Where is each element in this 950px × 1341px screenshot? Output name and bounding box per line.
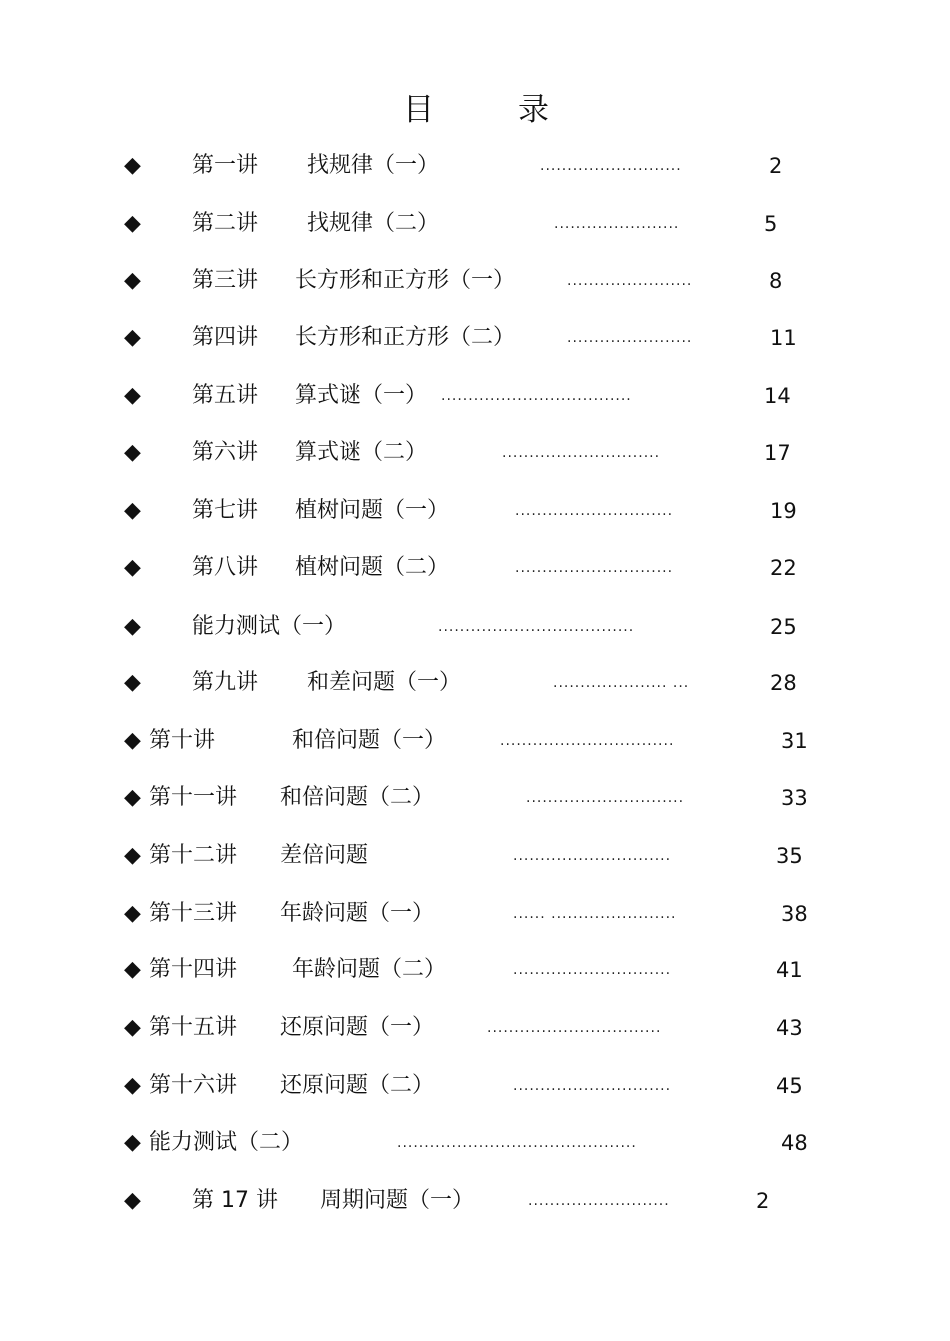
toc-chapter: 第五讲 [192,383,259,408]
toc-page-number: 31 [781,729,808,753]
toc-chapter: 第七讲 [192,498,259,523]
diamond-bullet-icon: ◆ [124,440,141,465]
toc-leader-dots: .......................... [528,1193,670,1209]
toc-chapter: 第四讲 [192,325,259,350]
toc-entry[interactable] [0,665,950,701]
toc-chapter: 第十五讲 [149,1015,238,1040]
toc-page-number: 14 [764,384,791,408]
diamond-bullet-icon: ◆ [124,901,141,926]
toc-entry[interactable] [0,1183,950,1219]
toc-topic: 算式谜（二） [295,440,428,465]
toc-topic: 植树问题（一） [295,498,450,523]
toc-entry[interactable] [0,320,950,356]
toc-entry[interactable] [0,1010,950,1046]
toc-title [0,88,950,132]
toc-entry[interactable] [0,723,950,759]
diamond-bullet-icon: ◆ [124,785,141,810]
toc-leader-dots: ............................. [502,445,661,461]
toc-entry[interactable] [0,780,950,816]
toc-topic: 长方形和正方形（一） [295,268,516,293]
toc-chapter: 第九讲 [192,670,259,695]
diamond-bullet-icon: ◆ [124,728,141,753]
diamond-bullet-icon: ◆ [124,957,141,982]
toc-topic: 找规律（一） [307,153,440,178]
toc-topic: 和倍问题（二） [280,785,435,810]
toc-page-number: 48 [781,1131,808,1155]
toc-topic: 算式谜（一） [295,383,428,408]
toc-chapter: 第十三讲 [149,901,238,926]
toc-leader-dots: ...... ....................... [513,906,677,922]
diamond-bullet-icon: ◆ [124,1015,141,1040]
diamond-bullet-icon: ◆ [124,268,141,293]
toc-page-number: 41 [776,958,803,982]
toc-chapter: 第十二讲 [149,843,238,868]
toc-page-number: 8 [769,269,783,293]
diamond-bullet-icon: ◆ [124,1130,141,1155]
toc-leader-dots: ................................ [487,1020,662,1036]
toc-chapter: 第十讲 [149,728,216,753]
toc-leader-dots: ............................. [513,1078,672,1094]
toc-entry[interactable] [0,148,950,184]
toc-topic: 植树问题（二） [295,555,450,580]
toc-leader-dots: ................................ [500,733,675,749]
toc-leader-dots: ............................. [515,560,674,576]
toc-page-number: 17 [764,441,791,465]
toc-entry[interactable] [0,1125,950,1161]
toc-chapter: 第六讲 [192,440,259,465]
toc-leader-dots: ....................... [567,330,693,346]
diamond-bullet-icon: ◆ [124,211,141,236]
toc-topic: 找规律（二） [307,211,440,236]
toc-topic: 年龄问题（二） [292,957,447,982]
toc-chapter: 第一讲 [192,153,259,178]
toc-leader-dots: .......................... [540,158,682,174]
diamond-bullet-icon: ◆ [124,383,141,408]
toc-entry[interactable] [0,263,950,299]
toc-chapter: 第八讲 [192,555,259,580]
toc-topic: 长方形和正方形（二） [295,325,516,350]
toc-chapter: 第 17 讲 [192,1188,278,1213]
toc-entry[interactable] [0,609,950,645]
toc-entry[interactable] [0,952,950,988]
toc-page-number: 2 [769,154,783,178]
diamond-bullet-icon: ◆ [124,153,141,178]
diamond-bullet-icon: ◆ [124,670,141,695]
toc-leader-dots: ....................... [554,216,680,232]
toc-entry[interactable] [0,493,950,529]
toc-topic: 和差问题（一） [307,670,462,695]
toc-entry[interactable] [0,838,950,874]
toc-page-number: 45 [776,1074,803,1098]
toc-entry[interactable] [0,378,950,414]
toc-entry[interactable] [0,435,950,471]
toc-chapter: 第十六讲 [149,1073,238,1098]
toc-chapter: 第十一讲 [149,785,238,810]
toc-page-number: 19 [770,499,797,523]
toc-topic: 能力测试（一） [192,614,347,639]
toc-leader-dots: ............................................ [397,1135,637,1151]
diamond-bullet-icon: ◆ [124,555,141,580]
toc-leader-dots: ................................... [441,388,632,404]
toc-topic: 周期问题（一） [320,1188,475,1213]
toc-page-number: 33 [781,786,808,810]
toc-page-number: 11 [770,326,797,350]
toc-leader-dots: ..................... ... [553,675,690,691]
toc-page-number: 2 [756,1189,770,1213]
toc-page-number: 43 [776,1016,803,1040]
toc-title-part1: 目 [403,92,434,128]
toc-leader-dots: ....................... [567,273,693,289]
toc-topic: 差倍问题 [280,843,369,868]
toc-leader-dots: .................................... [438,619,635,635]
toc-page-number: 22 [770,556,797,580]
toc-title-part2: 录 [518,92,549,128]
toc-topic: 和倍问题（一） [292,728,447,753]
toc-chapter: 第十四讲 [149,957,238,982]
toc-topic: 还原问题（二） [280,1073,435,1098]
toc-entry[interactable] [0,1068,950,1104]
toc-page-number: 28 [770,671,797,695]
toc-leader-dots: ............................. [513,848,672,864]
diamond-bullet-icon: ◆ [124,843,141,868]
toc-topic: 还原问题（一） [280,1015,435,1040]
toc-leader-dots: ............................. [515,503,674,519]
toc-topic: 年龄问题（一） [280,901,435,926]
diamond-bullet-icon: ◆ [124,1073,141,1098]
diamond-bullet-icon: ◆ [124,614,141,639]
toc-page-number: 38 [781,902,808,926]
toc-entry[interactable] [0,206,950,242]
toc-leader-dots: ............................. [513,962,672,978]
toc-chapter: 第二讲 [192,211,259,236]
diamond-bullet-icon: ◆ [124,498,141,523]
toc-page-number: 5 [764,212,778,236]
toc-entry[interactable] [0,550,950,586]
toc-topic: 能力测试（二） [149,1130,304,1155]
toc-chapter: 第三讲 [192,268,259,293]
diamond-bullet-icon: ◆ [124,325,141,350]
toc-entry[interactable] [0,896,950,932]
diamond-bullet-icon: ◆ [124,1188,141,1213]
toc-leader-dots: ............................. [526,790,685,806]
toc-page-number: 35 [776,844,803,868]
toc-page-number: 25 [770,615,797,639]
